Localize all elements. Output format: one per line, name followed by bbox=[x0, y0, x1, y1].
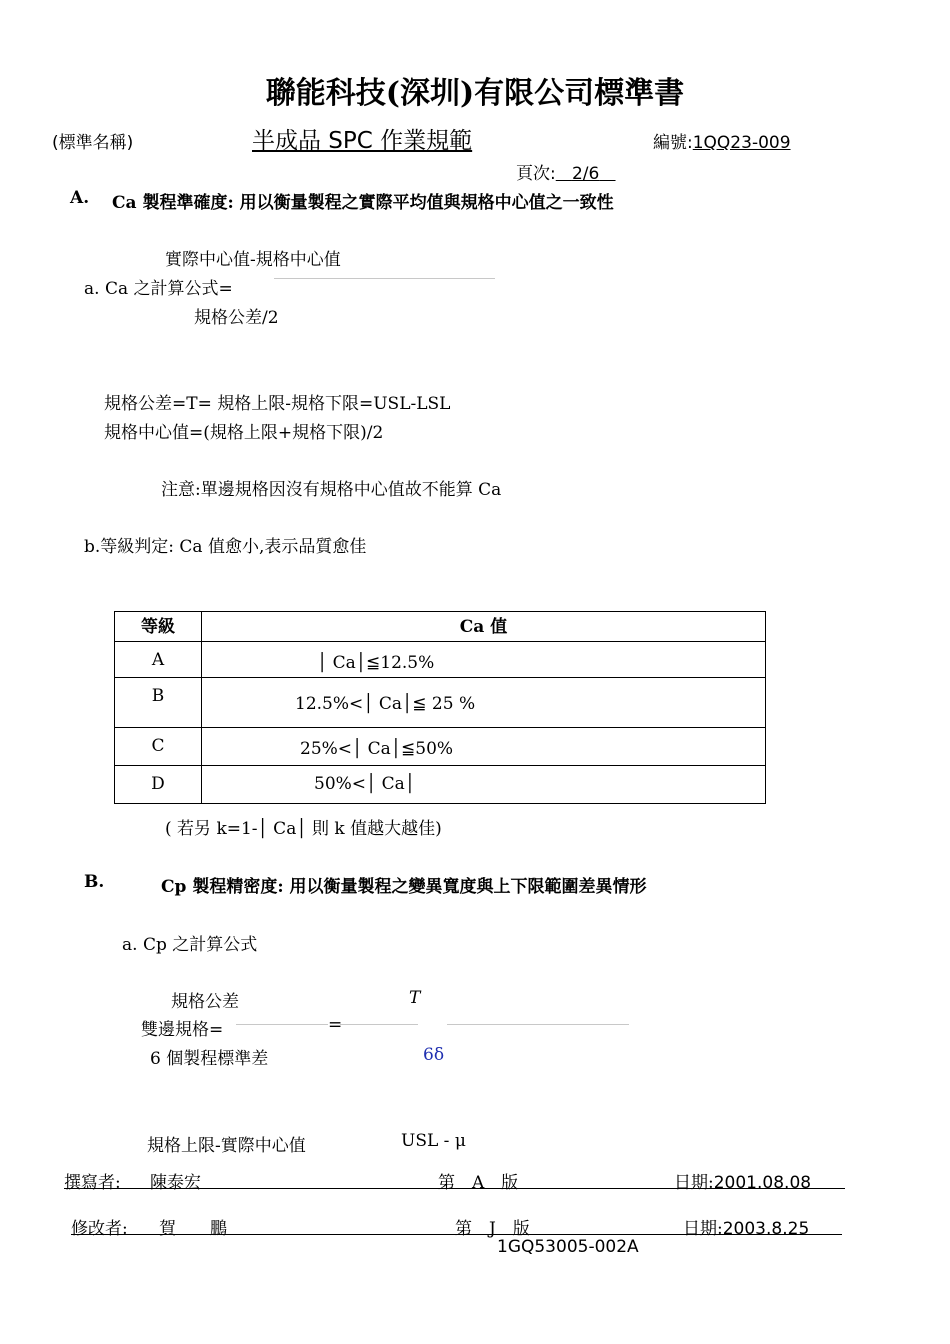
section-b-marker: B. bbox=[84, 872, 105, 892]
ca-fraction-line bbox=[274, 278, 495, 279]
cp-fraction-line-text bbox=[236, 1024, 328, 1025]
editor-date: 日期:2003.8.25 bbox=[683, 1219, 810, 1239]
k-value-note: ( 若另 k=1-│ Ca│ 則 k 值越大越佳) bbox=[165, 819, 442, 839]
section-b-heading: Cp 製程精密度: 用以衡量製程之變異寬度與上下限範圍差異情形 bbox=[161, 877, 647, 897]
tolerance-definition: 規格公差=T= 規格上限-規格下限=USL-LSL bbox=[104, 394, 451, 414]
ca-formula-denominator: 規格公差/2 bbox=[194, 308, 279, 328]
table-row bbox=[115, 728, 766, 766]
page-number-label: 頁次: bbox=[516, 164, 556, 184]
company-title: 聯能科技(深圳)有限公司標準書 bbox=[265, 76, 685, 111]
author-date: 日期:2001.08.08 bbox=[674, 1173, 812, 1193]
table-header-row bbox=[115, 612, 766, 642]
ca-value-cell: │ Ca│≦12.5% bbox=[202, 642, 766, 678]
page-number bbox=[516, 159, 616, 184]
page-number-value: 2/6 bbox=[571, 164, 600, 184]
column-header-grade: 等級 bbox=[115, 612, 202, 642]
ca-value-cell: 12.5%<│ Ca│≦ 25 % bbox=[202, 678, 766, 728]
form-number: 1GQ53005-002A bbox=[497, 1237, 639, 1257]
cpu-numerator-symbol: USL - μ bbox=[401, 1131, 466, 1151]
editor-name: 賀 鵬 bbox=[159, 1219, 227, 1239]
table-row bbox=[115, 642, 766, 678]
document-number bbox=[653, 128, 791, 153]
ca-formula-label: a. Ca 之計算公式= bbox=[84, 279, 233, 299]
ca-formula-numerator: 實際中心值-規格中心值 bbox=[165, 250, 341, 270]
cp-two-sided-denominator: 6 個製程標準差 bbox=[150, 1049, 269, 1069]
document-number-label: 編號: bbox=[653, 133, 693, 153]
cp-fraction-line-symbol bbox=[340, 1024, 418, 1025]
cpu-numerator-text: 規格上限-實際中心值 bbox=[147, 1136, 306, 1156]
author-underline bbox=[64, 1188, 845, 1189]
standard-title: 半成品 SPC 作業規範 bbox=[252, 128, 473, 154]
table-row bbox=[115, 766, 766, 804]
cp-fraction-line-extra bbox=[447, 1024, 629, 1025]
grade-cell: B bbox=[115, 678, 202, 728]
cp-symbol-numerator: T bbox=[409, 988, 421, 1008]
center-definition: 規格中心值=(規格上限+規格下限)/2 bbox=[104, 423, 384, 443]
author-version: 第 A 版 bbox=[438, 1173, 519, 1193]
author-label: 撰寫者: bbox=[64, 1173, 121, 1193]
cp-equals-sign: = bbox=[328, 1015, 343, 1035]
editor-version: 第 J 版 bbox=[455, 1219, 530, 1239]
column-header-ca-value: Ca 值 bbox=[202, 612, 766, 642]
section-a-heading: Ca 製程準確度: 用以衡量製程之實際平均值與規格中心值之一致性 bbox=[112, 193, 614, 213]
single-sided-note: 注意:單邊規格因沒有規格中心值故不能算 Ca bbox=[161, 480, 502, 500]
author-name: 陳泰宏 bbox=[150, 1173, 201, 1193]
ca-grade-table bbox=[114, 611, 766, 804]
cp-two-sided-label: 雙邊規格= bbox=[141, 1020, 224, 1040]
ca-value-cell: 50%<│ Ca│ bbox=[202, 766, 766, 804]
grade-intro: b.等級判定: Ca 值愈小,表示品質愈佳 bbox=[84, 537, 367, 557]
cp-symbol-denominator: 6δ bbox=[423, 1045, 445, 1065]
document-number-value: 1QQ23-009 bbox=[692, 133, 791, 153]
standard-name-label: (標準名稱) bbox=[52, 133, 134, 153]
cp-formula-title: a. Cp 之計算公式 bbox=[122, 935, 258, 955]
grade-cell: D bbox=[115, 766, 202, 804]
section-a-marker: A. bbox=[70, 188, 90, 208]
editor-underline bbox=[71, 1234, 842, 1235]
ca-value-cell: 25%<│ Ca│≦50% bbox=[202, 728, 766, 766]
cp-two-sided-numerator: 規格公差 bbox=[171, 992, 239, 1012]
grade-cell: A bbox=[115, 642, 202, 678]
editor-label: 修改者: bbox=[71, 1219, 128, 1239]
table-row bbox=[115, 678, 766, 728]
grade-cell: C bbox=[115, 728, 202, 766]
